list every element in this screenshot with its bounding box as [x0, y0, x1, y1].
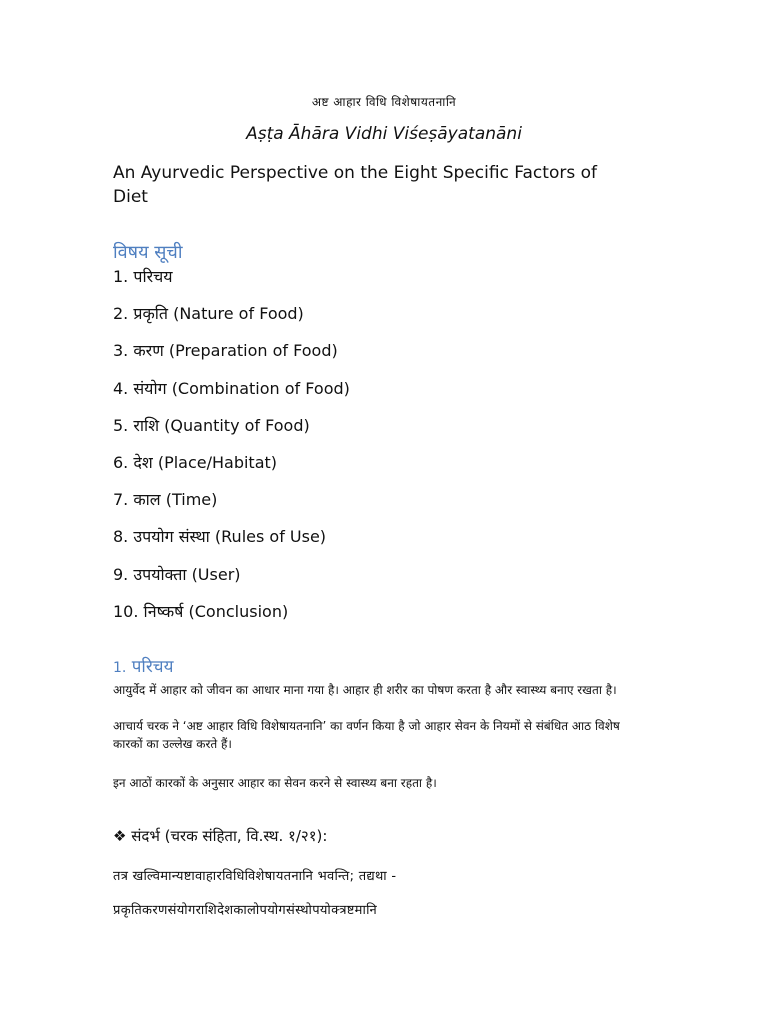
toc-item-label: करण (Preparation of Food): [133, 341, 338, 361]
verse-line-2: प्रकृतिकरणसंयोगराशिदेशकालोपयोगसंस्थोपयोक्त्रष्टमानि: [113, 903, 378, 918]
verse-line-1: तत्र खल्विमान्यष्टावाहारविधिविशेषायतनानि भवन्ति; तद्यथा -: [113, 869, 397, 884]
toc-item-label: संयोग (Combination of Food): [133, 378, 350, 398]
toc-item-number: 2.: [113, 304, 129, 324]
table-of-contents: [113, 265, 350, 637]
paragraph-1: आयुर्वेद में आहार को जीवन का आधार माना गया है। आहार ही शरीर का पोषण करता है और स्वास्थ्य बनाए रखता है।: [113, 683, 617, 697]
paragraph-3: इन आठों कारकों के अनुसार आहार का सेवन करने से स्वास्थ्य बना रहता है।: [113, 776, 437, 790]
toc-item-3: [113, 339, 350, 376]
toc-item-6: [113, 451, 350, 488]
section-number: 1.: [113, 660, 127, 676]
toc-item-5: [113, 414, 350, 451]
toc-heading: विषय सूची: [113, 242, 183, 263]
toc-item-2: [113, 302, 350, 339]
sanskrit-title: अष्ट आहार विधि विशेषायतनानि: [311, 95, 457, 109]
toc-item-number: 4.: [113, 378, 129, 398]
toc-item-label: प्रकृति (Nature of Food): [133, 304, 304, 324]
toc-item-number: 10.: [113, 601, 139, 621]
toc-item-number: 3.: [113, 341, 129, 361]
toc-item-number: 7.: [113, 490, 129, 510]
section-heading: [113, 654, 173, 677]
toc-item-number: 1.: [113, 267, 129, 286]
toc-item-7: [113, 488, 350, 525]
toc-item-label: राशि (Quantity of Food): [133, 415, 310, 435]
toc-item-8: [113, 525, 350, 562]
paragraph-2: आचार्य चरक ने ‘अष्ट आहार विधि विशेषायतनानि’ का वर्णन किया है जो आहार सेवन के नियमों से संबंधित आठ विशेष कारकों का उल्लेख करते हैं।: [113, 719, 620, 751]
toc-item-label: परिचय: [133, 267, 173, 286]
toc-item-number: 5.: [113, 415, 129, 435]
toc-item-number: 8.: [113, 527, 129, 547]
reference-line: ❖ संदर्भ (चरक संहिता, वि.स्थ. १/२१):: [113, 827, 328, 845]
toc-item-label: निष्कर्ष (Conclusion): [143, 601, 289, 621]
toc-item-number: 6.: [113, 452, 129, 472]
toc-item-label: देश (Place/Habitat): [133, 452, 278, 472]
toc-item-1: [113, 265, 350, 302]
toc-item-9: [113, 563, 350, 600]
toc-item-number: 9.: [113, 564, 129, 584]
toc-item-4: [113, 377, 350, 414]
toc-item-10: [113, 600, 350, 637]
toc-item-label: उपयोक्ता (User): [133, 564, 241, 584]
toc-item-label: काल (Time): [133, 490, 218, 510]
section-title: परिचय: [131, 657, 174, 677]
english-title: An Ayurvedic Perspective on the Eight Specific Factors of Diet: [113, 163, 597, 207]
transliterated-title: Aṣṭa Āhāra Vidhi Viśeṣāyatanāni: [246, 124, 522, 144]
toc-item-label: उपयोग संस्था (Rules of Use): [133, 527, 327, 547]
